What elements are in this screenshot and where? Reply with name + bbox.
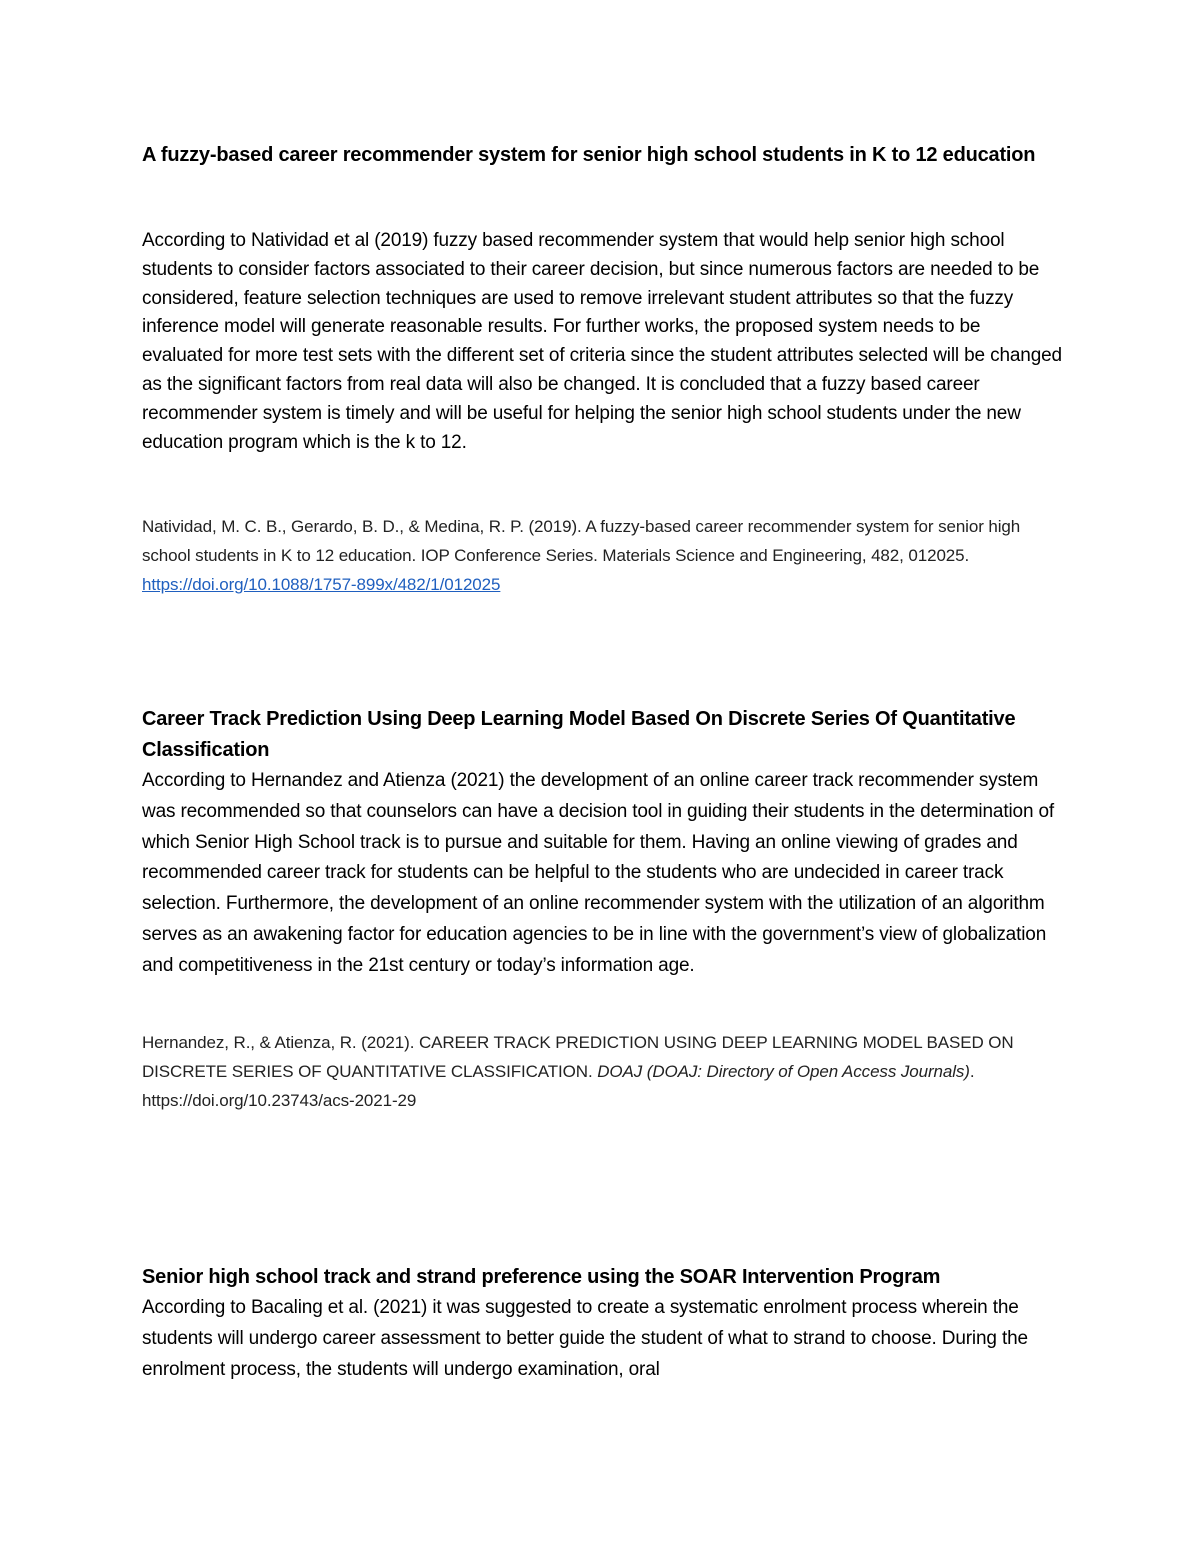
section-soar-intervention bbox=[142, 1262, 1062, 1293]
section-career-track-prediction-citation bbox=[142, 1028, 1062, 1115]
citation-text: Natividad, M. C. B., Gerardo, B. D., & Medina, R. P. (2019). A fuzzy-based career recommender system for senior high school students in K to 12 education. IOP Conference Series. Materials Science and Engineering, 482, 012025. bbox=[142, 517, 1021, 565]
section-body: According to Natividad et al (2019) fuzzy based recommender system that would help senior high school students to consider factors associated to their career decision, but since numerous factors are needed to be considered, feature selection techniques are used to remove irrelevant student attributes so that the fuzzy inference model will generate reasonable results. For further works, the proposed system needs to be evaluated for more test sets with the different set of criteria since the student attributes selected will be changed as the significant factors from real data will also be changed. It is concluded that a fuzzy based career recommender system is timely and will be useful for helping the senior high school students under the new education program which is the k to 12. bbox=[142, 230, 1062, 453]
citation-text: Hernandez, R., & Atienza, R. (2021). CAREER TRACK PREDICTION USING DEEP LEARNING MODEL BASED ON DISCRETE SERIES OF QUANTITATIVE CLASSIFICATION. bbox=[142, 1033, 1014, 1081]
citation-doi: . https://doi.org/10.23743/acs-2021-29 bbox=[142, 1062, 975, 1110]
document-page bbox=[142, 0, 1062, 1553]
section-fuzzy-recommender bbox=[142, 140, 1062, 171]
section-body: According to Bacaling et al. (2021) it was suggested to create a systematic enrolment process wherein the students will undergo career assessment to better guide the student of what to strand to choose. During the enrolment process, the students will undergo examination, oral bbox=[142, 1297, 1028, 1380]
section-fuzzy-recommender-citation bbox=[142, 512, 1062, 599]
section-career-track-prediction bbox=[142, 704, 1062, 766]
section-title: Senior high school track and strand preference using the SOAR Intervention Program bbox=[142, 1266, 941, 1288]
section-soar-intervention-body bbox=[142, 1293, 1062, 1385]
citation bbox=[142, 1028, 1062, 1115]
citation bbox=[142, 512, 1062, 599]
section-title: A fuzzy-based career recommender system for senior high school students in K to 12 education bbox=[142, 144, 1036, 166]
citation-journal: DOAJ (DOAJ: Directory of Open Access Journals) bbox=[597, 1062, 970, 1081]
section-title: Career Track Prediction Using Deep Learning Model Based On Discrete Series Of Quantitative Classification bbox=[142, 708, 1016, 761]
citation-doi-link[interactable]: https://doi.org/10.1088/1757-899x/482/1/012025 bbox=[142, 575, 501, 594]
section-body: According to Hernandez and Atienza (2021) the development of an online career track recommender system was recommended so that counselors can have a decision tool in guiding their students in the determination of which Senior High School track is to pursue and suitable for them. Having an online viewing of grades and recommended career track for students can be helpful to the students who are undecided in career track selection. Furthermore, the development of an online recommender system with the utilization of an algorithm serves as an awakening factor for education agencies to be in line with the government’s view of globalization and competitiveness in the 21st century or today’s information age. bbox=[142, 770, 1055, 976]
section-fuzzy-recommender-body bbox=[142, 227, 1062, 457]
section-career-track-prediction-body bbox=[142, 766, 1062, 982]
